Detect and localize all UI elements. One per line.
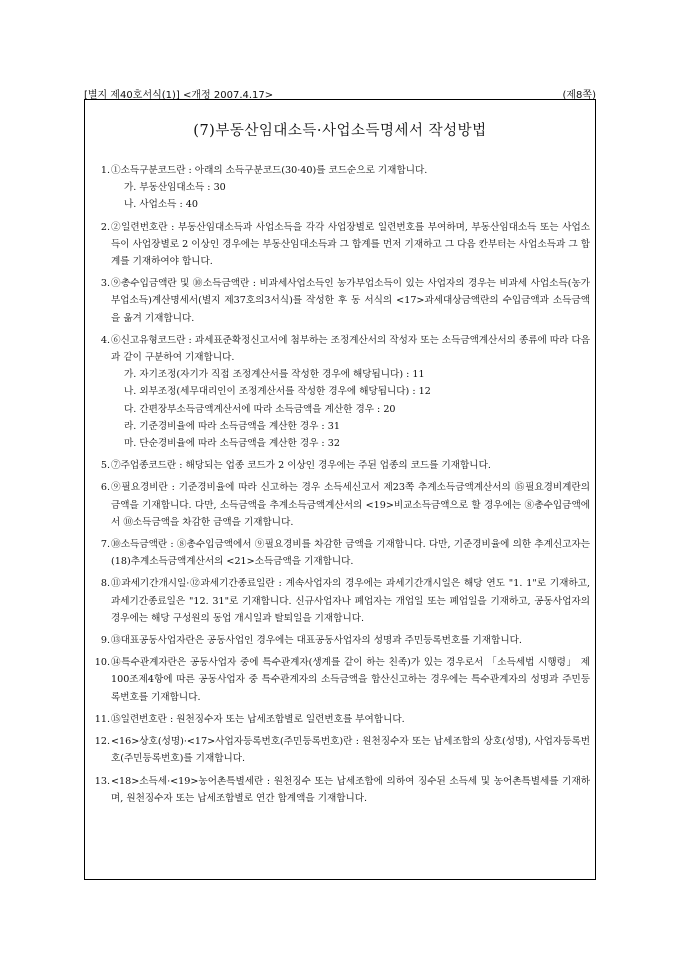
sub-item: 마. 단순경비율에 따라 소득금액을 계산한 경우 : 32 [124, 438, 340, 450]
item-number: 7. [100, 539, 110, 551]
item-text: ⑩소득금액란 : ⑧총수입금액에서 ⑨필요경비를 차감한 금액을 기재합니다. 다만, 기준경비율에 의한 추계신고자는 (18)추계소득금액계산서의 <21>소득금액을 기재합니다. [111, 539, 590, 568]
item-number: 2. [100, 221, 110, 233]
sub-item: 라. 기준경비율에 따라 소득금액을 계산한 경우 : 31 [124, 420, 340, 432]
item-text: ⑦주업종코드란 : 해당되는 업종 코드가 2 이상인 경우에는 주된 업종의 코드를 기재합니다. [111, 460, 491, 472]
item-number: 11. [94, 713, 110, 725]
instruction-item [90, 219, 590, 271]
item-number: 5. [100, 460, 110, 472]
item-number: 13. [94, 775, 110, 787]
item-number: 3. [100, 278, 110, 290]
item-number: 12. [94, 736, 110, 748]
item-text: ⑪과세기간개시일·⑫과세기간종료일란 : 계속사업자의 경우에는 과세기간개시일은 해당 연도 "1. 1"로 기재하고, 과세기간종료일은 "12. 31"로 기재합니다. 신규사업자나 폐업자는 개업일 또는 폐업일을 기재하고, 공동사업자의 경우에는 해당 구성원의 동업 개시일과 탈퇴일을 기재합니다. [111, 578, 590, 624]
item-number: 9. [100, 635, 110, 647]
item-number: 4. [100, 334, 110, 346]
instruction-item [90, 711, 590, 728]
item-number: 1. [100, 165, 110, 176]
instruction-item [90, 575, 590, 627]
sub-item: 나. 사업소득 : 40 [124, 199, 198, 211]
sub-item: 가. 부동산임대소득 : 30 [124, 182, 226, 194]
item-number: 8. [100, 578, 110, 590]
item-text: ⑥신고유형코드란 : 과세표준확정신고서에 첨부하는 조정계산서의 작성자 또는 소득금액계산서의 종류에 따라 다음과 같이 구분하여 기재합니다. [111, 334, 590, 364]
item-text: <16>상호(성명)·<17>사업자등록번호(주민등록번호)란 : 원천징수자 또는 납세조합의 상호(성명), 사업자등록번호(주민등록번호)를 기재합니다. [111, 736, 590, 765]
page-number: (제8쪽) [562, 90, 596, 101]
item-text: ⑮일련번호란 : 원천징수자 또는 납세조합별로 일련번호를 부여합니다. [111, 713, 405, 725]
sub-item: 다. 간편장부소득금액계산서에 따라 소득금액을 계산한 경우 : 20 [124, 403, 396, 415]
item-text: ②일련번호란 : 부동산임대소득과 사업소득을 각각 사업장별로 일련번호를 부여하며, 부동산임대소득 또는 사업소득이 사업장별로 2 이상인 경우에는 부동산임대소득과 그 합계를 먼저 기재하고 그 다음 칸부터는 사업소득과 그 합계를 기재하여야 합니다. [111, 221, 590, 268]
instruction-item [90, 632, 590, 649]
form-number: [별지 제40호서식(1)] <개정 2007.4.17> [84, 90, 274, 101]
item-text: ⑭특수관계자란은 공동사업자 중에 특수관계자(생계를 같이 하는 친족)가 있는 경우로서 「소득세법 시행령」 제100조제4항에 따른 공동사업자 중 특수관계자의 소득금액을 합산신고하는 경우에는 특수관계자의 성명과 주민등록번호를 기재합니다. [111, 657, 590, 703]
instruction-item [90, 457, 590, 474]
item-text: ①소득구분코드란 : 아래의 소득구분코드(30·40)를 코드순으로 기재합니다. [111, 165, 428, 176]
instruction-item [90, 654, 590, 706]
item-text: <18>소득세·<19>농어촌특별세란 : 원천징수 또는 납세조합에 의하여 징수된 소득세 및 농어촌특별세를 기재하며, 원천징수자 또는 납세조합별로 연간 합계액을 기재합니다. [111, 775, 590, 804]
instruction-item [90, 773, 590, 807]
instruction-item [90, 162, 590, 214]
sub-item: 나. 외부조정(세무대리인이 조정계산서를 작성한 경우에 해당됩니다) : 12 [124, 386, 431, 398]
document-title: (7)부동산임대소득·사업소득명세서 작성방법 [193, 123, 487, 139]
item-number: 6. [100, 482, 110, 494]
instruction-item [90, 275, 590, 327]
item-text: ⑨총수입금액란 및 ⑩소득금액란 : 비과세사업소득인 농가부업소득이 있는 사업자의 경우는 비과세 사업소득(농가부업소득)계산명세서(별지 제37호의3서식)를 작성한 후 동 서식의 <17>과세대상금액란의 수입금액과 소득금액을 옮겨 기재합니다. [111, 278, 590, 324]
item-text: ⑬대표공동사업자란은 공동사업인 경우에는 대표공동사업자의 성명과 주민등록번호를 기재합니다. [111, 635, 522, 647]
instruction-item [90, 733, 590, 767]
instructions-list [90, 162, 590, 812]
instruction-item [90, 332, 590, 452]
instruction-item [90, 479, 590, 531]
instruction-item [90, 536, 590, 570]
item-text: ⑨필요경비란 : 기준경비율에 따라 신고하는 경우 소득세신고서 제23쪽 추계소득금액계산서의 ⑮필요경비계란의 금액을 기재합니다. 다만, 소득금액을 추계소득금액계산서의 <19>비교소득금액으로 할 경우에는 ⑧총수입금액에서 ⑩소득금액을 차감한 금액을 기재합니다. [111, 482, 590, 528]
sub-item: 가. 자기조정(자기가 직접 조정계산서를 작성한 경우에 해당됩니다) : 11 [124, 369, 425, 381]
item-number: 10. [94, 657, 110, 669]
